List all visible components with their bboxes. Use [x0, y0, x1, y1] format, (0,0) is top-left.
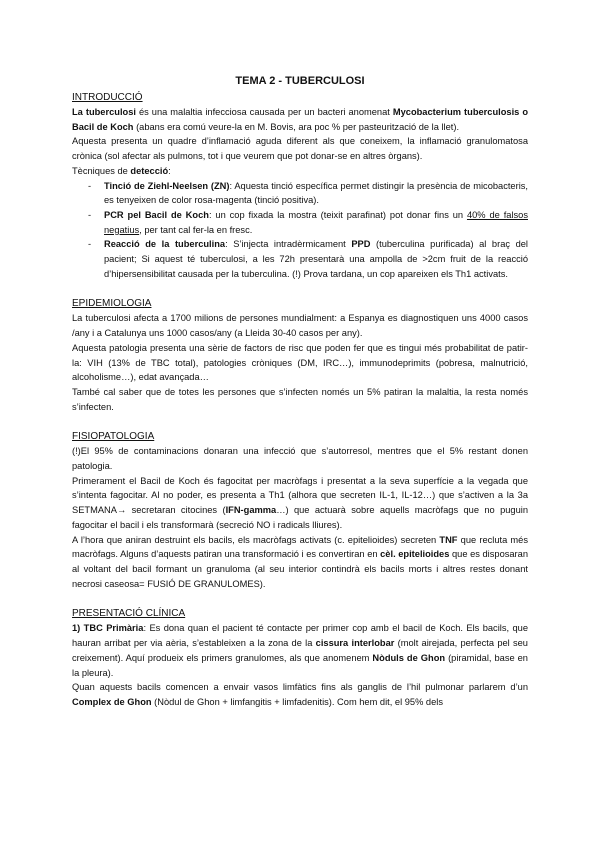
section-gap	[72, 281, 528, 297]
document-title: TEMA 2 - TUBERCULOSI	[235, 75, 365, 87]
fisio-paragraph-3: A l’hora que aniran destruint els bacils, els macròfags activats (c. epitelioides) secreten TNF que recluta més macròfags. Alguns d’aquests patiran una transformació i es convertiran en cèl. epitelioides que es disposaran al voltant del bacil formant un granuloma (al seu interior contindrà els bacils morts i altres restes donant necrosi caseosa= FUSIÓ DE GRANULOMES).	[72, 534, 528, 589]
clin-paragraph-2: Quan aquests bacils comencen a envair vasos limfàtics fins als ganglis de l’hil pulmonar parlarem d’un Complex de Ghon (Nòdul de Ghon + limfangitis + limfadenitis). Com hem dit, el 95% dels	[72, 682, 528, 707]
epi-paragraph-2: Aquesta patologia presenta una sèrie de factors de risc que poden fer que es tingui més probabilitat de patir-la: VIH (13% de TBC total), patologies cròniques (DM, IRC…), immunodeprimits (pobresa, malnutrició, alcoholisme…), edat avançada…	[72, 342, 528, 383]
section-heading-fisiopatologia: FISIOPATOLOGIA	[72, 431, 155, 443]
section-gap	[72, 591, 528, 607]
fisio-paragraph-1: (!)El 95% de contaminacions donaran una infecció que s’autorresol, mentres que el 5% restant donen patologia.	[72, 446, 528, 472]
list-item-pcr: - PCR pel Bacil de Koch: un cop fixada la mostra (teixit parafinat) pot donar fins un 40% de falsos negatius, per tant cal fer-la en fresc.	[88, 209, 528, 235]
intro-paragraph-2: Aquesta presenta un quadre d’inflamació aguda diferent als que coneixem, la inflamació granulomatosa crònica (sol afectar als pulmons, tot i que veurem que pot donar-se en altres òrgans).	[72, 136, 528, 162]
list-dash: -	[88, 239, 92, 250]
list-dash: -	[88, 209, 92, 220]
section-heading-introduccio: INTRODUCCIÓ	[72, 92, 143, 103]
section-heading-presentacio-clinica: PRESENTACIÓ CLÍNICA	[72, 608, 186, 620]
intro-paragraph-1: La tuberculosi és una malaltia infecciosa causada per un bacteri anomenat Mycobacterium tuberculosis o Bacil de Koch (abans era comú veure-la en M. Bovis, ara poc % per pasteurització de la llet).	[72, 107, 529, 132]
clin-paragraph-1: 1) TBC Primària: Es dona quan el pacient té contacte per primer cop amb el bacil de Koch. Els bacils, que hauran arribat per via aèria, s’estableixen a la zona de la cissura interlobar (molt airejada, perfecta pel seu creixement). Aquí produeix els primers granulomes, als que anomenem Nòduls de Ghon (piramidal, base en la pleura).	[72, 623, 529, 678]
detection-techniques-list	[72, 179, 528, 282]
epi-paragraph-1: La tuberculosi afecta a 1700 milions de persones mundialment: a Espanya es diagnostiquen uns 4000 casos /any i a Catalunya uns 1000 casos/any (a Lleida 30-40 casos per any).	[72, 313, 528, 339]
list-item-tuberculina: - Reacció de la tuberculina: S’injecta intradèrmicament PPD (tuberculina purificada) al braç del pacient; Si aquest té tuberculosi, a les 72h presentarà una ampolla de >2cm fruit de la reacció d’hipersensibilitat causada per la tuberculina. (!) Prova tardana, un cop apareixen els Th1 activats.	[88, 239, 528, 279]
section-heading-epidemiologia: EPIDEMIOLOGIA	[72, 298, 152, 310]
list-item-ziehl-neelsen: - Tinció de Ziehl-Neelsen (ZN): Aquesta tinció específica permet distingir la presència de micobacteris, es tenyeixen de color rosa-magenta (tinció positiva).	[88, 180, 528, 206]
section-gap	[72, 414, 528, 430]
fisio-paragraph-2: Primerament el Bacil de Koch és fagocitat per macròfags i presentat a la seva superfície a la vegada que s’intenta fagocitar. Al no poder, es presenta a Th1 (alhora que secreten IL-1, IL-12…) que s’activen a la 3a SETMANA→ secretaran citocines (IFN-gamma…) que actuarà sobre aquells macròfags que no puguin fagocitar el bacil i els transformarà (secreció NO i radicals lliures).	[72, 475, 528, 530]
epi-paragraph-3: També cal saber que de totes les persones que s’infecten només un 5% patiran la malaltia, la resta només s’infecten.	[72, 386, 528, 412]
intro-paragraph-3: Tècniques de detecció:	[72, 165, 171, 176]
list-dash: -	[88, 180, 92, 191]
